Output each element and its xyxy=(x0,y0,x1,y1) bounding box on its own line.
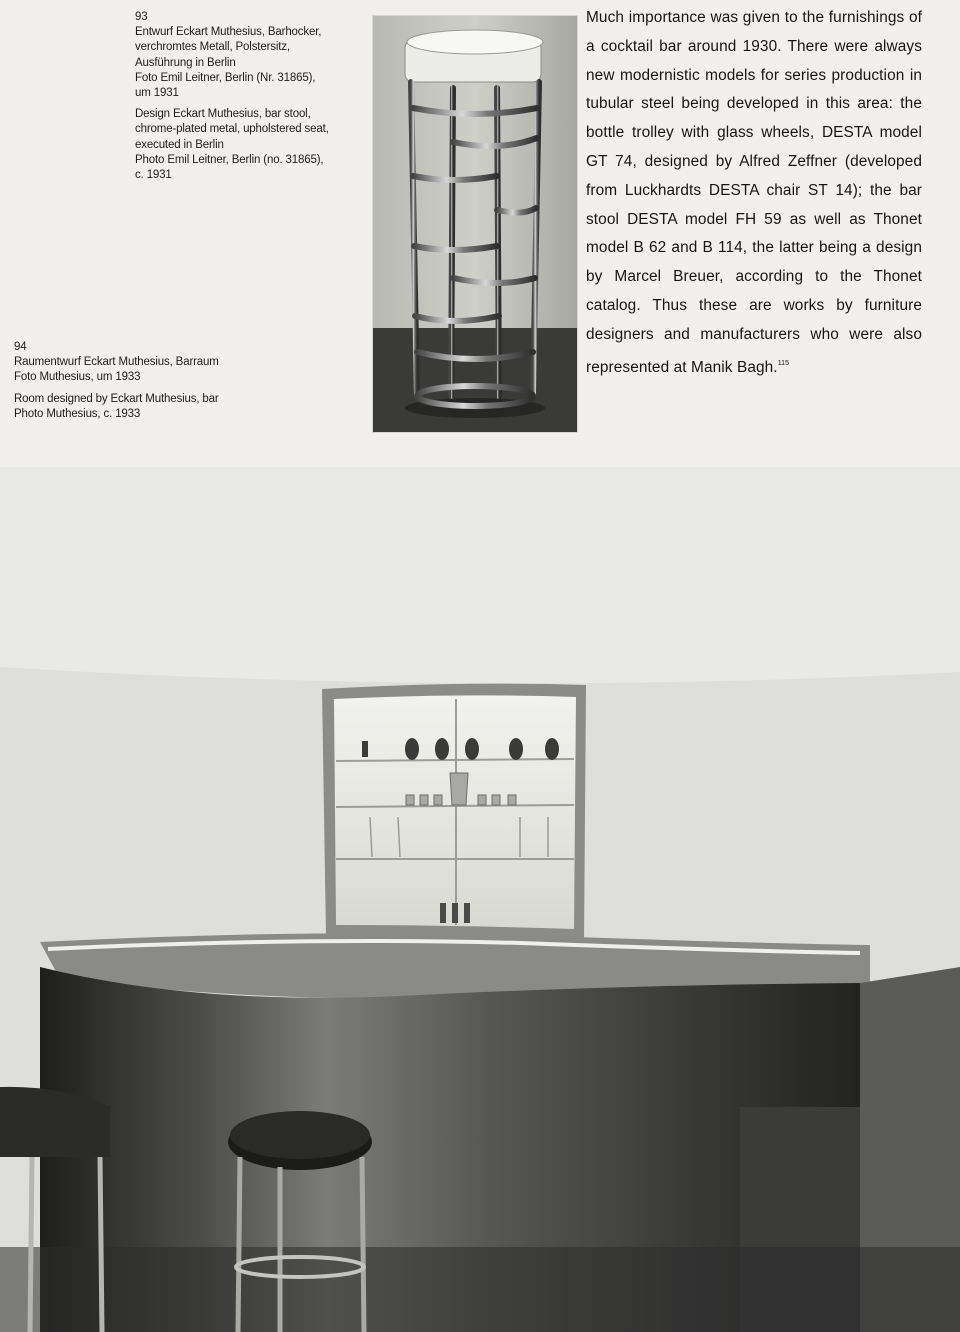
body-paragraph xyxy=(586,4,922,382)
figure-94-number: 94 xyxy=(14,341,27,353)
figure-93-caption-english: Design Eckart Muthesius, bar stool, chrome-plated metal, upholstered seat, executed in Berlin Photo Emil Leitner, Berlin (no. 31865), c. 1931 xyxy=(135,108,329,182)
figure-94-bar-room-photo xyxy=(0,467,960,1332)
figure-93-bar-stool-photo xyxy=(372,15,578,433)
footnote-reference: 115 xyxy=(777,359,790,367)
figure-93-caption-german: Entwurf Eckart Muthesius, Barhocker, verchromtes Metall, Polstersitz, Ausführung in Berlin Foto Emil Leitner, Berlin (Nr. 31865), um 1931 xyxy=(135,26,322,100)
figure-94-caption-english: Room designed by Eckart Muthesius, bar Photo Muthesius, c. 1933 xyxy=(14,392,219,420)
figure-93-number: 93 xyxy=(135,11,148,23)
figure-94-caption xyxy=(14,340,234,422)
body-text: Much importance was given to the furnishings of a cocktail bar around 1930. There were always new modernistic models for series production in tubular steel being developed in this area: the bottle trolley with glass wheels, DESTA model GT 74, designed by Alfred Zeffner (developed from Luckhardts DESTA chair ST 14); the bar stool DESTA model FH 59 as well as Thonet model B 62 and B 114, the latter being a design by Marcel Breuer, according to the Thonet catalog. Thus these are works by furniture designers and manufacturers who were also represented at Manik Bagh. xyxy=(586,9,922,376)
figure-93-caption xyxy=(135,10,345,183)
figure-94-caption-german: Raumentwurf Eckart Muthesius, Barraum Foto Muthesius, um 1933 xyxy=(14,356,219,384)
